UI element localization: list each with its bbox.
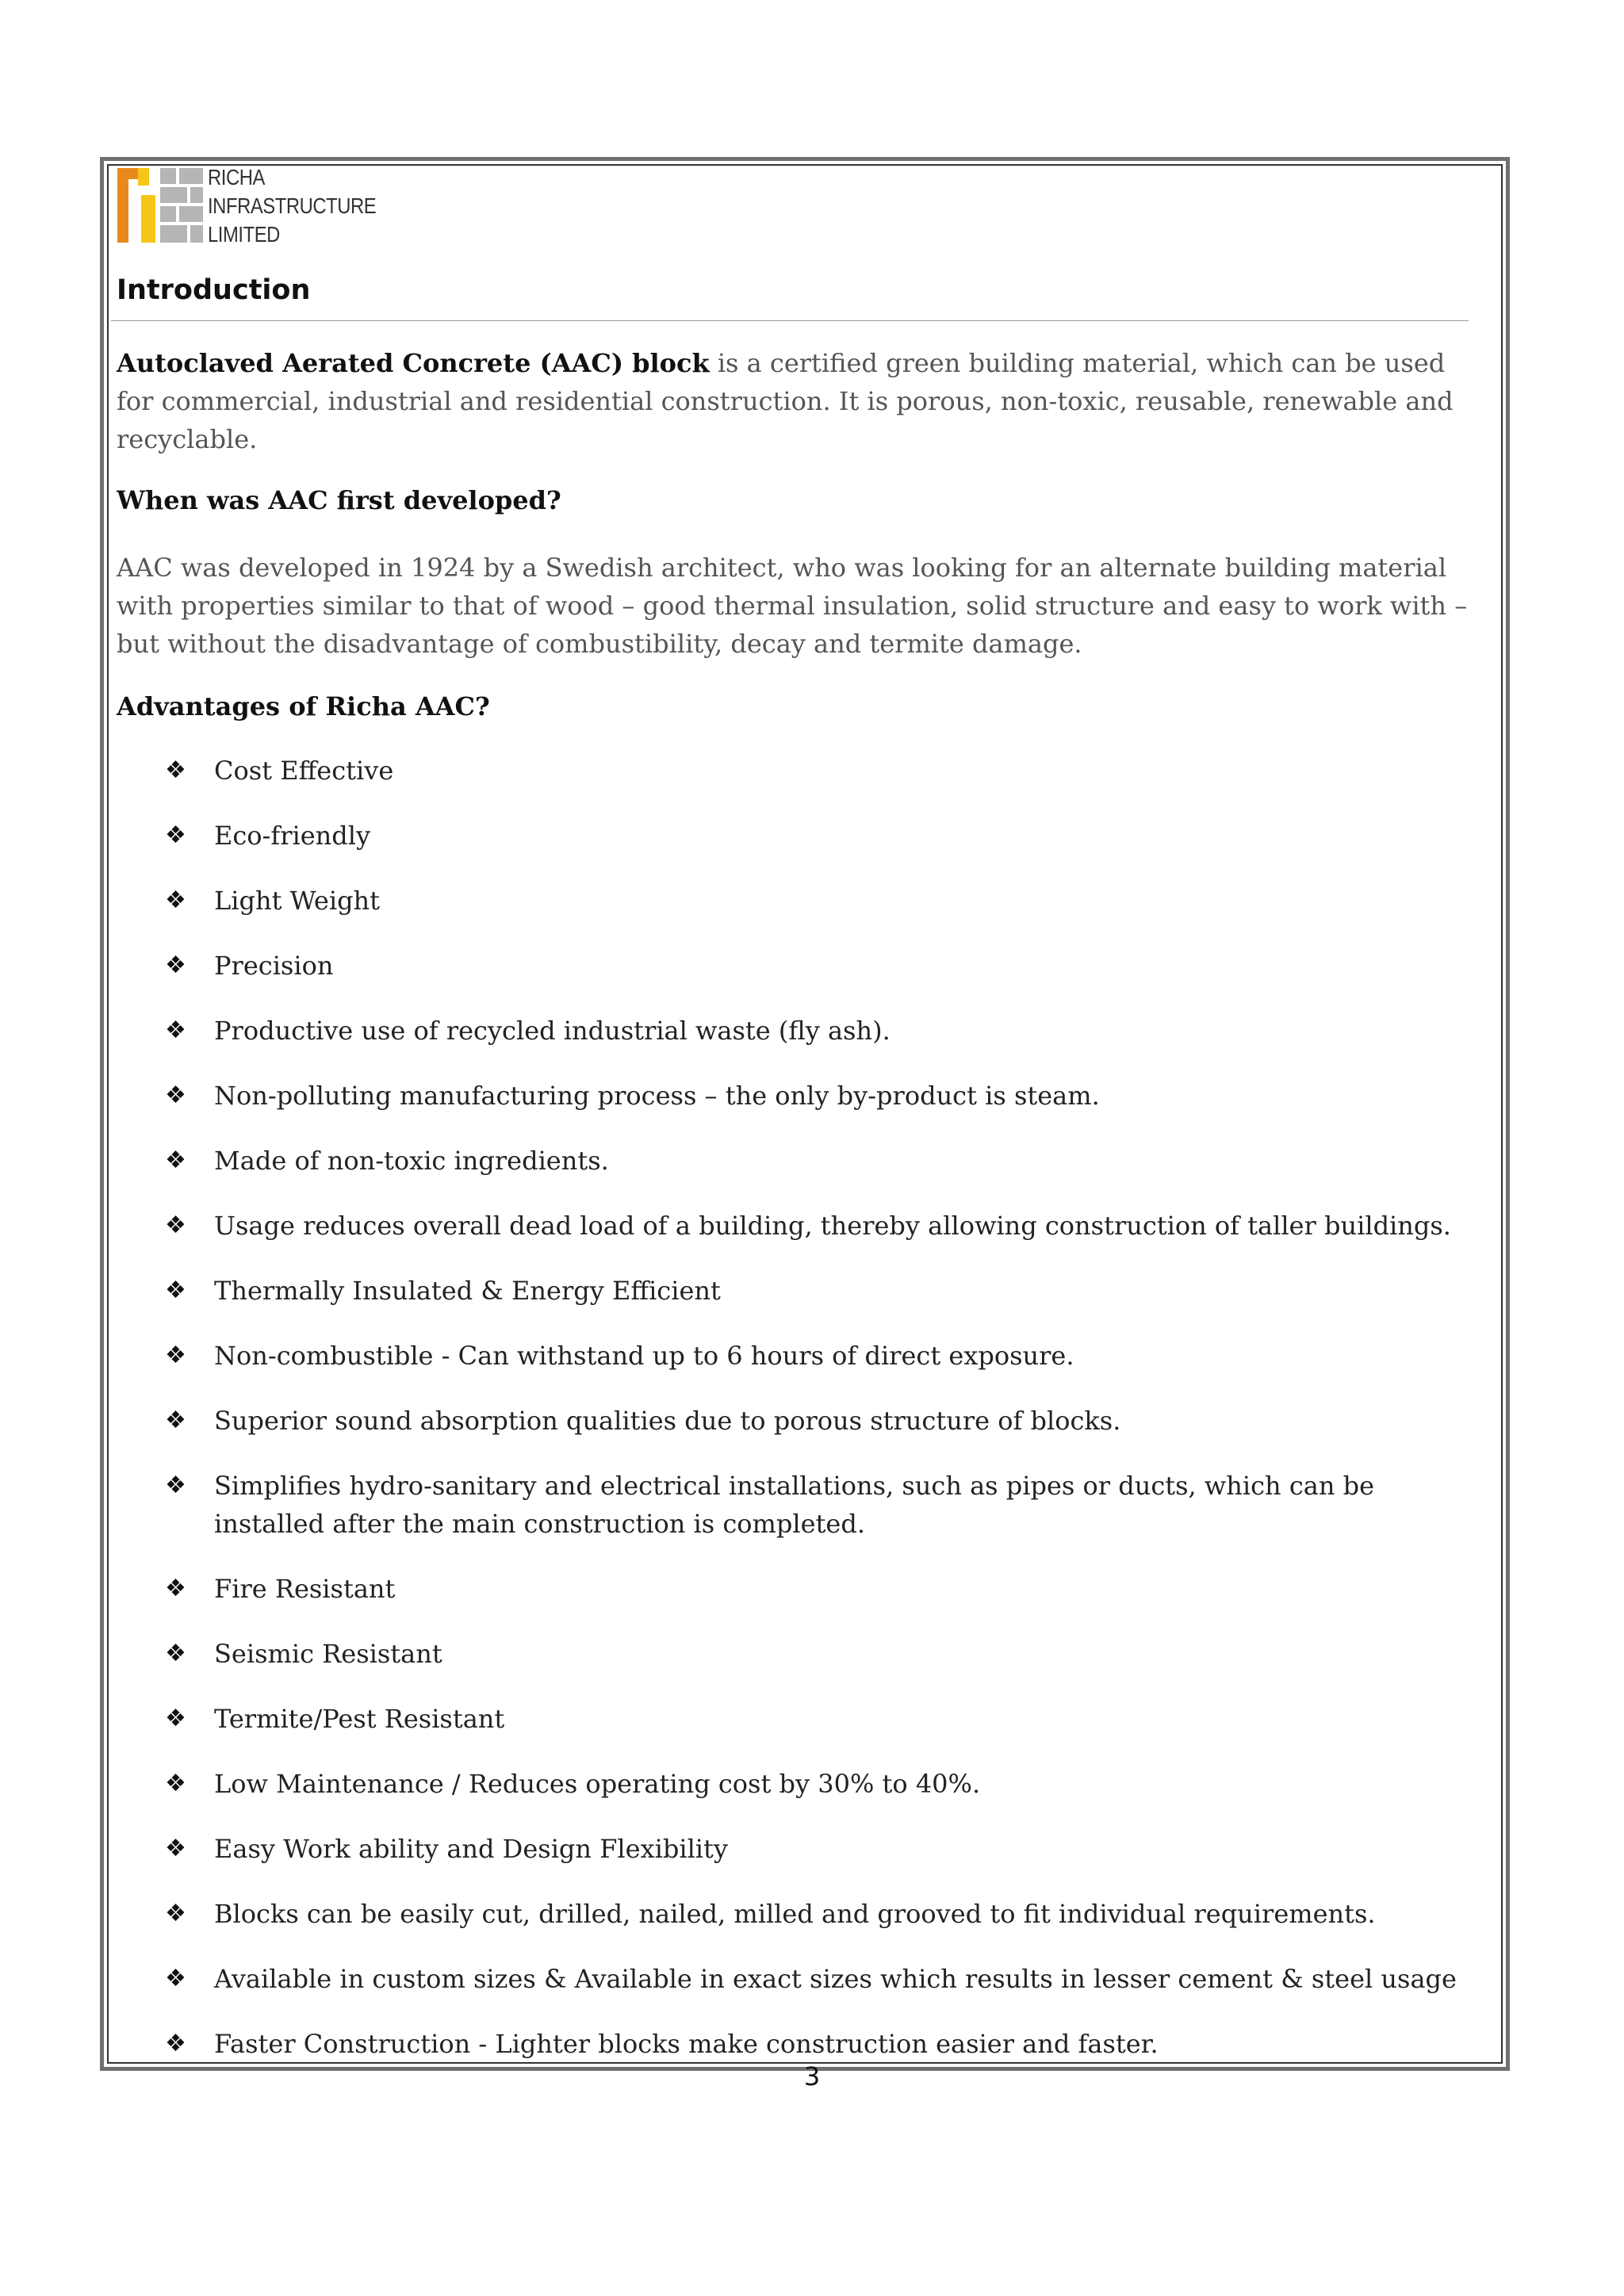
list-item: ❖ Cost Effective xyxy=(159,752,1491,790)
list-item: ❖ Superior sound absorption qualities due to porous structure of blocks. xyxy=(159,1402,1491,1440)
diamond-bullet-icon: ❖ xyxy=(165,886,186,914)
diamond-bullet-icon: ❖ xyxy=(165,2030,186,2057)
advantages-heading: Advantages of Richa AAC? xyxy=(117,691,490,721)
list-item: ❖ Faster Construction - Lighter blocks make construction easier and faster. xyxy=(159,2025,1491,2063)
list-item: ❖ Non-polluting manufacturing process – the only by-product is steam. xyxy=(159,1077,1491,1115)
list-item: ❖ Available in custom sizes & Available in exact sizes which results in lesser cement & steel usage xyxy=(159,1960,1491,1998)
list-item: ❖ Low Maintenance / Reduces operating cost by 30% to 40%. xyxy=(159,1765,1491,1803)
diamond-bullet-icon: ❖ xyxy=(165,1016,186,1044)
list-item: ❖ Usage reduces overall dead load of a building, thereby allowing construction of taller buildings. xyxy=(159,1207,1491,1245)
intro-lead-text: is a certified green building material, which can be used for commercial, industrial and residential construction. It is porous, non-toxic, reusable, renewable and recyclable. xyxy=(117,348,1454,454)
list-item: ❖ Seismic Resistant xyxy=(159,1635,1491,1673)
diamond-bullet-icon: ❖ xyxy=(165,1471,186,1499)
logo-line-2: INFRASTRUCTURE xyxy=(208,193,377,218)
history-heading: When was AAC first developed? xyxy=(117,485,561,515)
diamond-bullet-icon: ❖ xyxy=(165,1770,186,1797)
list-item: ❖ Light Weight xyxy=(159,882,1491,920)
intro-paragraph xyxy=(117,344,1480,458)
diamond-bullet-icon: ❖ xyxy=(165,1640,186,1667)
logo-yellow-bar xyxy=(141,195,155,243)
intro-lead-bold: Autoclaved Aerated Concrete (AAC) block xyxy=(117,348,710,378)
logo-line-1: RICHA xyxy=(208,165,265,189)
diamond-bullet-icon: ❖ xyxy=(165,1835,186,1862)
diamond-bullet-icon: ❖ xyxy=(165,1705,186,1732)
diamond-bullet-icon: ❖ xyxy=(165,951,186,979)
diamond-bullet-icon: ❖ xyxy=(165,1341,186,1369)
advantages-list xyxy=(159,752,1491,2090)
logo-orange-bar xyxy=(117,168,128,243)
diamond-bullet-icon: ❖ xyxy=(165,756,186,784)
diamond-bullet-icon: ❖ xyxy=(165,1276,186,1304)
diamond-bullet-icon: ❖ xyxy=(165,821,186,849)
diamond-bullet-icon: ❖ xyxy=(165,1965,186,1992)
logo-yellow-dot xyxy=(138,168,149,186)
list-item: ❖ Made of non-toxic ingredients. xyxy=(159,1142,1491,1180)
diamond-bullet-icon: ❖ xyxy=(165,1081,186,1109)
page-number: 3 xyxy=(803,2061,821,2091)
diamond-bullet-icon: ❖ xyxy=(165,1146,186,1174)
logo-text xyxy=(208,163,376,249)
list-item: ❖ Blocks can be easily cut, drilled, nailed, milled and grooved to fit individual requirements. xyxy=(159,1895,1491,1933)
list-item: ❖ Termite/Pest Resistant xyxy=(159,1700,1491,1738)
list-item: ❖ Eco-friendly xyxy=(159,817,1491,855)
diamond-bullet-icon: ❖ xyxy=(165,1406,186,1434)
list-item: ❖ Productive use of recycled industrial waste (fly ash). xyxy=(159,1012,1491,1050)
list-item: ❖ Precision xyxy=(159,947,1491,985)
title-divider xyxy=(111,320,1469,321)
logo-line-3: LIMITED xyxy=(208,222,280,247)
history-paragraph: AAC was developed in 1924 by a Swedish architect, who was looking for an alternate building material with properties similar to that of wood – good thermal insulation, solid structure and easy to work with – but without the disadvantage of combustibility, decay and termite damage. xyxy=(117,553,1468,659)
diamond-bullet-icon: ❖ xyxy=(165,1900,186,1927)
list-item: ❖ Non-combustible - Can withstand up to 6 hours of direct exposure. xyxy=(159,1337,1491,1375)
diamond-bullet-icon: ❖ xyxy=(165,1575,186,1602)
diamond-bullet-icon: ❖ xyxy=(165,1211,186,1239)
list-item: ❖ Thermally Insulated & Energy Efficient xyxy=(159,1272,1491,1310)
list-item: ❖ Fire Resistant xyxy=(159,1570,1491,1608)
list-item: ❖ Easy Work ability and Design Flexibility xyxy=(159,1830,1491,1868)
list-item: ❖ Simplifies hydro-sanitary and electrical installations, such as pipes or ducts, which can be installed after the main construction is completed. xyxy=(159,1467,1491,1543)
page-title: Introduction xyxy=(117,274,311,306)
